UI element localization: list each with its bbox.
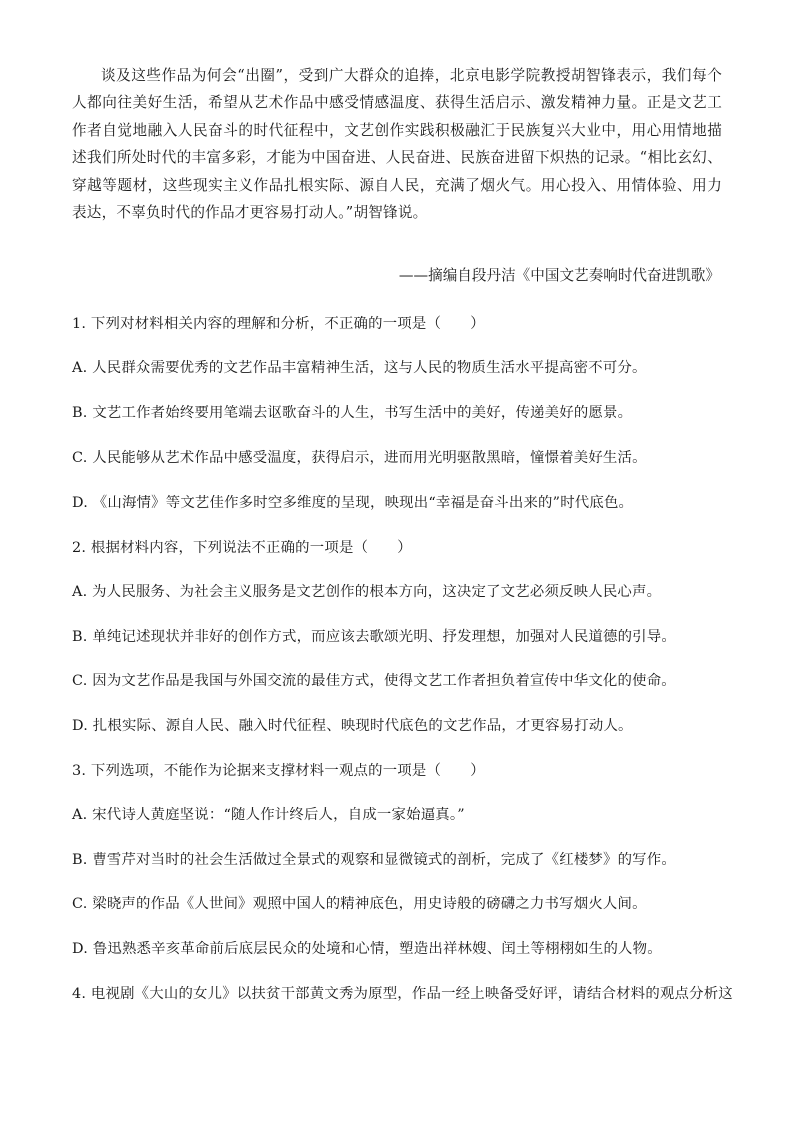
passage-paragraph: 谈及这些作品为何会“出圈”，受到广大群众的追捧，北京电影学院教授胡智锋表示，我们每个人都向往美好生活，希望从艺术作品中感受情感温度、获得生活启示、激发精神力量。正是文艺工作者自觉地融入人民奋斗的时代征程中，文艺创作实践积极融汇于民族复兴大业中，用心用情地描述我们所处时代的丰富多彩，才能为中国奋进、人民奋进、民族奋进留下炽热的记录。“相比玄幻、穿越等题材，这些现实主义作品扎根实际、源自人民，充满了烟火气。用心投入、用情体验、用力表达，不辜负时代的作品才更容易打动人。”胡智锋说。 xyxy=(72,67,722,222)
question-1-option-c: C. 人民能够从艺术作品中感受温度，获得启示，进而用光明驱散黑暗，憧憬着美好生活。 xyxy=(72,450,647,466)
question-3-option-a: A. 宋代诗人黄庭坚说：“随人作计终后人，自成一家始逼真。” xyxy=(72,807,465,823)
question-2-option-a: A. 为人民服务、为社会主义服务是文艺创作的根本方向，这决定了文艺必须反映人民心声。 xyxy=(72,584,662,600)
question-2-stem: 2. 根据材料内容，下列说法不正确的一项是（ ） xyxy=(72,540,412,556)
question-3-option-c: C. 梁晓声的作品《人世间》观照中国人的精神底色，用史诗般的磅礴之力书写烟火人间。 xyxy=(72,896,647,912)
question-3-option-b: B. 曹雪芹对当时的社会生活做过全景式的观察和显微镜式的剖析，完成了《红楼梦》的写作。 xyxy=(72,852,676,868)
question-2-option-c: C. 因为文艺作品是我国与外国交流的最佳方式，使得文艺工作者担负着宣传中华文化的使命。 xyxy=(72,673,676,689)
question-1-option-b: B. 文艺工作者始终要用笔端去讴歌奋斗的人生，书写生活中的美好，传递美好的愿景。 xyxy=(72,405,633,421)
question-1-option-d: D. 《山海情》等文艺佳作多时空多维度的呈现，映现出“幸福是奋斗出来的”时代底色。 xyxy=(72,495,634,511)
question-2-option-b: B. 单纯记述现状并非好的创作方式，而应该去歌颂光明、抒发理想，加强对人民道德的引导。 xyxy=(72,629,676,645)
question-1-stem: 1. 下列对材料相关内容的理解和分析，不正确的一项是（ ） xyxy=(72,316,485,332)
question-1-option-a: A. 人民群众需要优秀的文艺作品丰富精神生活，这与人民的物质生活水平提高密不可分。 xyxy=(72,360,647,376)
question-4-stem: 4. 电视剧《大山的女儿》以扶贫干部黄文秀为原型，作品一经上映备受好评，请结合材料的观点分析这 xyxy=(72,986,733,1002)
question-3-option-d: D. 鲁迅熟悉辛亥革命前后底层民众的处境和心情，塑造出祥林嫂、闰土等栩栩如生的人物。 xyxy=(72,941,662,957)
question-3-stem: 3. 下列选项，不能作为论据来支撑材料一观点的一项是（ ） xyxy=(72,763,485,779)
passage-source: ——摘编自段丹洁《中国文艺奏响时代奋进凯歌》 xyxy=(398,267,720,284)
question-2-option-d: D. 扎根实际、源自人民、融入时代征程、映现时代底色的文艺作品，才更容易打动人。 xyxy=(72,718,633,734)
